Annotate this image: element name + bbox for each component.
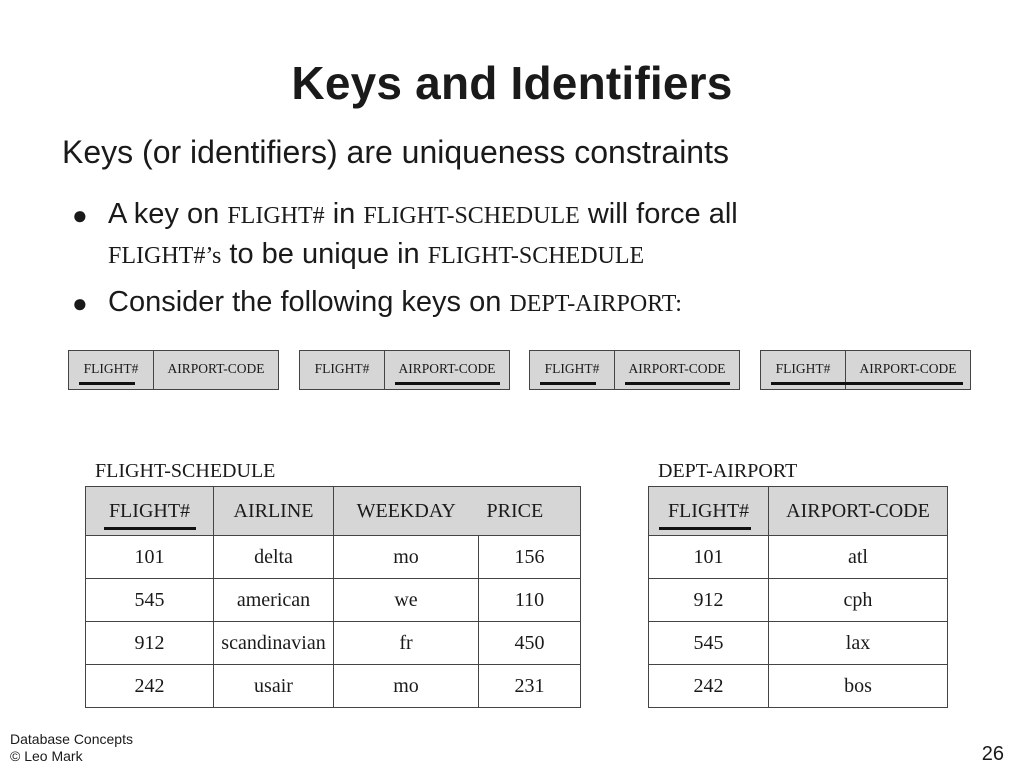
cell: 545 — [649, 622, 769, 665]
key-underline — [659, 527, 751, 530]
key-underline — [104, 527, 196, 530]
table-row — [86, 579, 581, 622]
footer-credit — [10, 731, 133, 765]
bullet-1-line-1 — [108, 198, 738, 231]
entity-name: FLIGHT# — [227, 203, 325, 229]
header-label: FLIGHT# — [108, 499, 191, 522]
cell: lax — [769, 622, 948, 665]
bullet-text: : — [675, 291, 682, 317]
key-col-airport-code: AIRPORT-CODE — [167, 361, 265, 376]
header-flight — [649, 487, 769, 536]
cell: american — [214, 579, 334, 622]
key-underline — [540, 382, 596, 385]
table-row — [649, 622, 948, 665]
flight-schedule-caption: FLIGHT-SCHEDULE — [95, 460, 276, 482]
key-col-airport-code: AIRPORT-CODE — [398, 361, 496, 376]
key-underline — [625, 382, 730, 385]
key-option-4 — [760, 350, 971, 390]
table-row — [86, 622, 581, 665]
header-price: PRICE — [479, 487, 581, 536]
footer-course: Database Concepts — [10, 731, 133, 747]
key-col-flight: FLIGHT# — [544, 361, 600, 376]
cell: 242 — [86, 665, 214, 708]
entity-name: DEPT-AIRPORT — [509, 291, 676, 317]
bullet-text: to be unique in — [221, 238, 428, 270]
header-airline: AIRLINE — [214, 487, 334, 536]
cell: 231 — [479, 665, 581, 708]
dept-airport-caption: DEPT-AIRPORT — [658, 460, 798, 482]
key-underline — [79, 382, 135, 385]
key-underline — [771, 382, 963, 385]
key-col-flight: FLIGHT# — [775, 361, 831, 376]
cell: 545 — [86, 579, 214, 622]
table-row — [649, 665, 948, 708]
key-col-airport-code: AIRPORT-CODE — [859, 361, 957, 376]
cell: usair — [214, 665, 334, 708]
cell: we — [334, 579, 479, 622]
cell: fr — [334, 622, 479, 665]
cell: 912 — [649, 579, 769, 622]
bullet-text: will force all — [579, 198, 738, 230]
table-row — [649, 579, 948, 622]
slide-title: Keys and Identifiers — [291, 57, 733, 109]
entity-name: FLIGHT-SCHEDULE — [363, 203, 580, 229]
cell: atl — [769, 536, 948, 579]
cell: scandinavian — [214, 622, 334, 665]
cell: delta — [214, 536, 334, 579]
entity-name: FLIGHT-SCHEDULE — [427, 243, 645, 269]
header-airport-code: AIRPORT-CODE — [769, 487, 948, 536]
cell: 450 — [479, 622, 581, 665]
cell: cph — [769, 579, 948, 622]
page-number: 26 — [981, 743, 1004, 765]
cell: mo — [334, 665, 479, 708]
bullet-2-line-1 — [108, 286, 682, 319]
bullet-text: Consider the following keys on — [108, 286, 510, 318]
key-option-3 — [529, 350, 740, 390]
entity-name: FLIGHT#’s — [108, 243, 222, 269]
key-col-flight: FLIGHT# — [83, 361, 139, 376]
footer-author: © Leo Mark — [10, 748, 83, 764]
cell: 912 — [86, 622, 214, 665]
cell: 156 — [479, 536, 581, 579]
dept-airport-table — [648, 486, 948, 708]
slide-subtitle: Keys (or identifiers) are uniqueness constraints — [62, 134, 729, 170]
cell: 101 — [649, 536, 769, 579]
table-row — [86, 665, 581, 708]
table-row — [86, 536, 581, 579]
cell: bos — [769, 665, 948, 708]
cell: 242 — [649, 665, 769, 708]
cell: mo — [334, 536, 479, 579]
bullet-1-line-2 — [108, 238, 644, 271]
table-header-row — [86, 487, 581, 536]
key-underline — [395, 382, 500, 385]
header-label: FLIGHT# — [667, 499, 750, 522]
cell: 110 — [479, 579, 581, 622]
bullet-text: in — [324, 198, 364, 230]
key-col-flight: FLIGHT# — [314, 361, 370, 376]
key-option-2 — [299, 350, 510, 390]
bullet-dot-icon: ● — [72, 288, 88, 318]
header-weekday: WEEKDAY — [334, 487, 479, 536]
table-header-row — [649, 487, 948, 536]
table-row — [649, 536, 948, 579]
key-col-airport-code: AIRPORT-CODE — [628, 361, 726, 376]
bullet-dot-icon: ● — [72, 200, 88, 230]
key-option-1 — [68, 350, 279, 390]
flight-schedule-table — [85, 486, 581, 708]
cell: 101 — [86, 536, 214, 579]
header-flight — [86, 487, 214, 536]
bullet-text: A key on — [108, 198, 228, 230]
